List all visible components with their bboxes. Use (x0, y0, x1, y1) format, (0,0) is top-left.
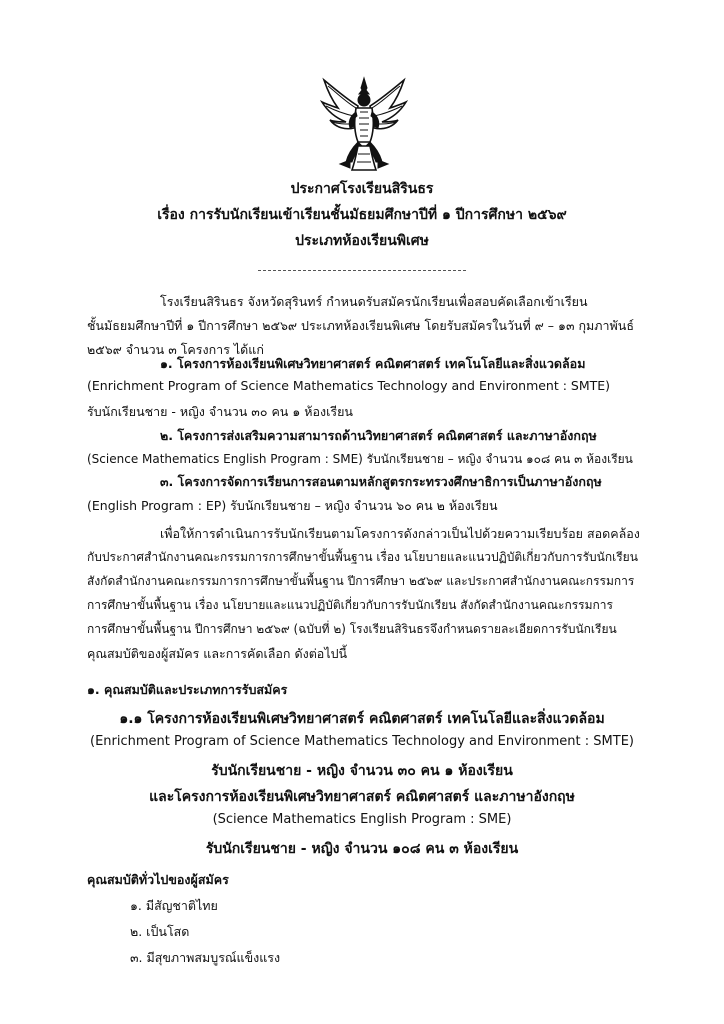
program-3-english-detail: (English Program : EP) รับนักเรียนชาย – หญิง จำนวน ๖๐ คน ๒ ห้องเรียน (87, 498, 498, 513)
announcement-subject: เรื่อง การรับนักเรียนเข้าเรียนชั้นมัธยมศึกษาปีที่ ๑ ปีการศึกษา ๒๕๖๙ (157, 207, 567, 223)
program-2-english-detail: (Science Mathematics English Program : SME) รับนักเรียนชาย – หญิง จำนวน ๑๐๘ คน ๓ ห้องเรียน (87, 452, 633, 466)
section-1-1-english: (Enrichment Program of Science Mathematics Technology and Environment : SMTE) (90, 734, 634, 749)
paragraph-line-1: เพื่อให้การดำเนินการรับนักเรียนตามโครงการดังกล่าวเป็นไปด้วยความเรียบร้อย สอดคล้อง (160, 526, 640, 541)
intro-line-3: ๒๕๖๙ จำนวน ๓ โครงการ ได้แก่ (87, 342, 264, 357)
section-1-2-detail: รับนักเรียนชาย - หญิง จำนวน ๑๐๘ คน ๓ ห้องเรียน (205, 841, 519, 857)
divider-line (258, 270, 466, 271)
program-1-english: (Enrichment Program of Science Mathematics Technology and Environment : SMTE) (87, 378, 611, 393)
qualification-item: ๓. มีสุขภาพสมบูรณ์แข็งแรง (130, 950, 281, 965)
section-1-2-title: และโครงการห้องเรียนพิเศษวิทยาศาสตร์ คณิตศาสตร์ และภาษาอังกฤษ (149, 789, 575, 805)
section-1-heading: ๑. คุณสมบัติและประเภทการรับสมัคร (87, 682, 288, 697)
paragraph-line-4: การศึกษาขั้นพื้นฐาน เรื่อง นโยบายและแนวปฏิบัติเกี่ยวกับการรับนักเรียน สังกัดสำนักงานคณะกรรมการ (87, 598, 613, 612)
section-1-1-detail: รับนักเรียนชาย - หญิง จำนวน ๓๐ คน ๑ ห้องเรียน (211, 763, 513, 779)
section-1-1-title: ๑.๑ โครงการห้องเรียนพิเศษวิทยาศาสตร์ คณิตศาสตร์ เทคโนโลยีและสิ่งแวดล้อม (119, 711, 605, 727)
qualifications-heading: คุณสมบัติทั่วไปของผู้สมัคร (87, 872, 229, 887)
paragraph-line-2: กับประกาศสำนักงานคณะกรรมการการศึกษาขั้นพื้นฐาน เรื่อง นโยบายและแนวปฏิบัติเกี่ยวกับการรับนักเรียน (87, 550, 638, 564)
qualification-item: ๑. มีสัญชาติไทย (130, 898, 218, 913)
qualification-item: ๒. เป็นโสด (130, 924, 190, 939)
announcement-type: ประเภทห้องเรียนพิเศษ (295, 233, 429, 249)
program-1-title: ๑. โครงการห้องเรียนพิเศษวิทยาศาสตร์ คณิตศาสตร์ เทคโนโลยีและสิ่งแวดล้อม (160, 356, 586, 371)
paragraph-line-3: สังกัดสำนักงานคณะกรรมการการศึกษาขั้นพื้นฐาน ปีการศึกษา ๒๕๖๙ และประกาศสำนักงานคณะกรรมการ (87, 574, 635, 588)
intro-line-2: ชั้นมัธยมศึกษาปีที่ ๑ ปีการศึกษา ๒๕๖๙ ประเภทห้องเรียนพิเศษ โดยรับสมัครในวันที่ ๙ – ๑๓ กุมภาพันธ์ (87, 318, 634, 333)
announcement-title: ประกาศโรงเรียนสิรินธร (290, 181, 434, 197)
program-1-detail: รับนักเรียนชาย - หญิง จำนวน ๓๐ คน ๑ ห้องเรียน (87, 404, 353, 419)
program-3-title: ๓. โครงการจัดการเรียนการสอนตามหลักสูตรกระทรวงศึกษาธิการเป็นภาษาอังกฤษ (160, 474, 602, 489)
paragraph-line-5: การศึกษาขั้นพื้นฐาน ปีการศึกษา ๒๕๖๙ (ฉบับที่ ๒) โรงเรียนสิรินธรจึงกำหนดรายละเอียดการรับนักเรียน (87, 622, 617, 636)
paragraph-line-6: คุณสมบัติของผู้สมัคร และการคัดเลือก ดังต่อไปนี้ (87, 646, 348, 661)
garuda-emblem (318, 76, 410, 172)
intro-line-1: โรงเรียนสิรินธร จังหวัดสุรินทร์ กำหนดรับสมัครนักเรียนเพื่อสอบคัดเลือกเข้าเรียน (160, 294, 588, 309)
section-1-2-english: (Science Mathematics English Program : SME) (212, 812, 512, 827)
program-2-title: ๒. โครงการส่งเสริมความสามารถด้านวิทยาศาสตร์ คณิตศาสตร์ และภาษาอังกฤษ (160, 428, 597, 443)
